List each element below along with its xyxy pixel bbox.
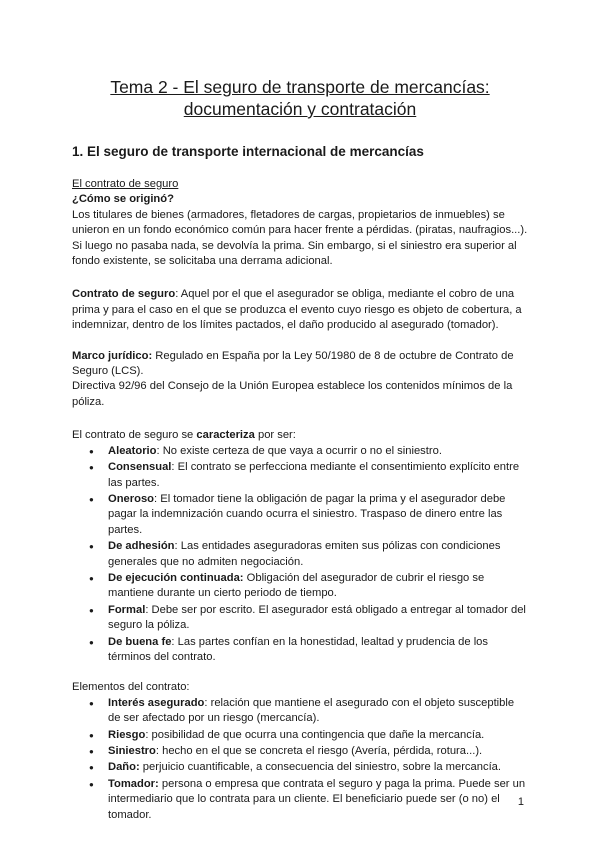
list-item [108, 460, 528, 491]
directive-paragraph: Directiva 92/96 del Consejo de la Unión Europea establece los contenidos mínimos de la póliza. [72, 380, 513, 408]
legal-paragraph [72, 349, 528, 380]
item-term: Tomador: [108, 777, 159, 790]
item-term: De adhesión [108, 540, 175, 553]
title-line-1: Tema 2 - El seguro de transporte de mercancías: [110, 77, 490, 97]
item-text: persona o empresa que contrata el seguro y paga la prima. Puede ser un intermediario que lo contrata para un cliente. El beneficiario puede ser (o no) el tomador. [108, 777, 526, 821]
page-number: 1 [517, 796, 524, 808]
item-text: : hecho en el que se concreta el riesgo (Avería, pérdida, rotura...). [155, 745, 483, 757]
list-item [108, 603, 528, 634]
item-text: : Debe ser por escrito. El asegurador está obligado a entregar al tomador del seguro la póliza. [108, 603, 526, 632]
item-text: : El tomador tiene la obligación de pagar la prima y el asegurador debe pagar la indemnización cuando ocurra el siniestro. Traspaso de dinero entre las partes. [108, 492, 506, 536]
origin-paragraph: Los titulares de bienes (armadores, fletadores de cargas, propietarios de inmuebles) se unieron en un fondo económico común para hacer frente a pérdidas. (piratas, naufragios...). Si luego no pasaba nada, se devolvía la prima. Sin embargo, si el siniestro era superior al fondo existente, se solicitaba una derrama adicional. [72, 208, 528, 268]
characteristics-intro [72, 428, 528, 443]
list-item [108, 760, 528, 775]
characteristics-intro-bold: caracteriza [196, 429, 255, 442]
page-title [72, 76, 528, 120]
item-term: Daño: [108, 761, 140, 774]
characteristics-intro-post: por ser: [254, 429, 296, 442]
title-line-2: documentación y contratación [183, 99, 417, 119]
list-item [108, 539, 528, 570]
list-item [108, 492, 528, 538]
item-term: De ejecución continuada: [108, 571, 244, 584]
legal-text: Regulado en España por la Ley 50/1980 de 8 de octubre de Contrato de Seguro (LCS). [72, 349, 514, 378]
item-text: perjuicio cuantificable, a consecuencia del siniestro, sobre la mercancía. [139, 761, 502, 774]
definition-text: : Aquel por el que el asegurador se obliga, mediante el cobro de una prima y para el caso en el que se produzca el evento cuyo riesgo es objeto de cobertura, a indemnizar, dentro de los límites pactados, el daño producido al asegurado (tomador). [72, 288, 522, 332]
item-term: Aleatorio [108, 444, 157, 457]
elements-list [72, 696, 528, 823]
item-text: : El contrato se perfecciona mediante el consentimiento explícito entre las partes. [108, 461, 520, 489]
definition-paragraph [72, 287, 528, 333]
list-item [108, 696, 528, 727]
item-text: : relación que mantiene el asegurado con el objeto susceptible de ser afectado por un riesgo (mercancía). [108, 696, 515, 725]
elements-intro: Elementos del contrato: [72, 681, 190, 694]
characteristics-intro-pre: El contrato de seguro se [72, 429, 197, 442]
item-text: : Las entidades aseguradoras emiten sus pólizas con condiciones generales que no admiten negociación. [108, 540, 501, 568]
characteristics-list [72, 444, 528, 666]
item-text: : No existe certeza de que vaya a ocurrir o no el siniestro. [156, 444, 442, 457]
subheading-contract: El contrato de seguro [72, 178, 179, 190]
item-text: Obligación del asegurador de cubrir el riesgo se mantiene durante un cierto periodo de tiempo. [108, 571, 485, 600]
item-term: De buena fe [108, 635, 172, 648]
origin-question: ¿Cómo se originó? [72, 193, 174, 206]
item-term: Riesgo [108, 728, 146, 741]
item-text: : Las partes confían en la honestidad, lealtad y prudencia de los términos del contrato. [108, 635, 488, 663]
item-term: Consensual [108, 461, 172, 474]
list-item [108, 635, 528, 666]
item-text: : posibilidad de que ocurra una contingencia que dañe la mercancía. [145, 728, 485, 741]
definition-term: Contrato de seguro [72, 288, 176, 301]
list-item [108, 744, 528, 759]
item-term: Siniestro [108, 745, 156, 757]
item-term: Formal [108, 603, 146, 616]
list-item [108, 571, 528, 602]
list-item [108, 728, 528, 743]
legal-term: Marco jurídico: [72, 349, 153, 362]
list-item [108, 444, 528, 459]
list-item [108, 777, 528, 823]
section-heading: 1. El seguro de transporte internacional de mercancías [72, 144, 424, 159]
item-term: Oneroso [108, 492, 155, 505]
item-term: Interés asegurado [108, 696, 205, 709]
